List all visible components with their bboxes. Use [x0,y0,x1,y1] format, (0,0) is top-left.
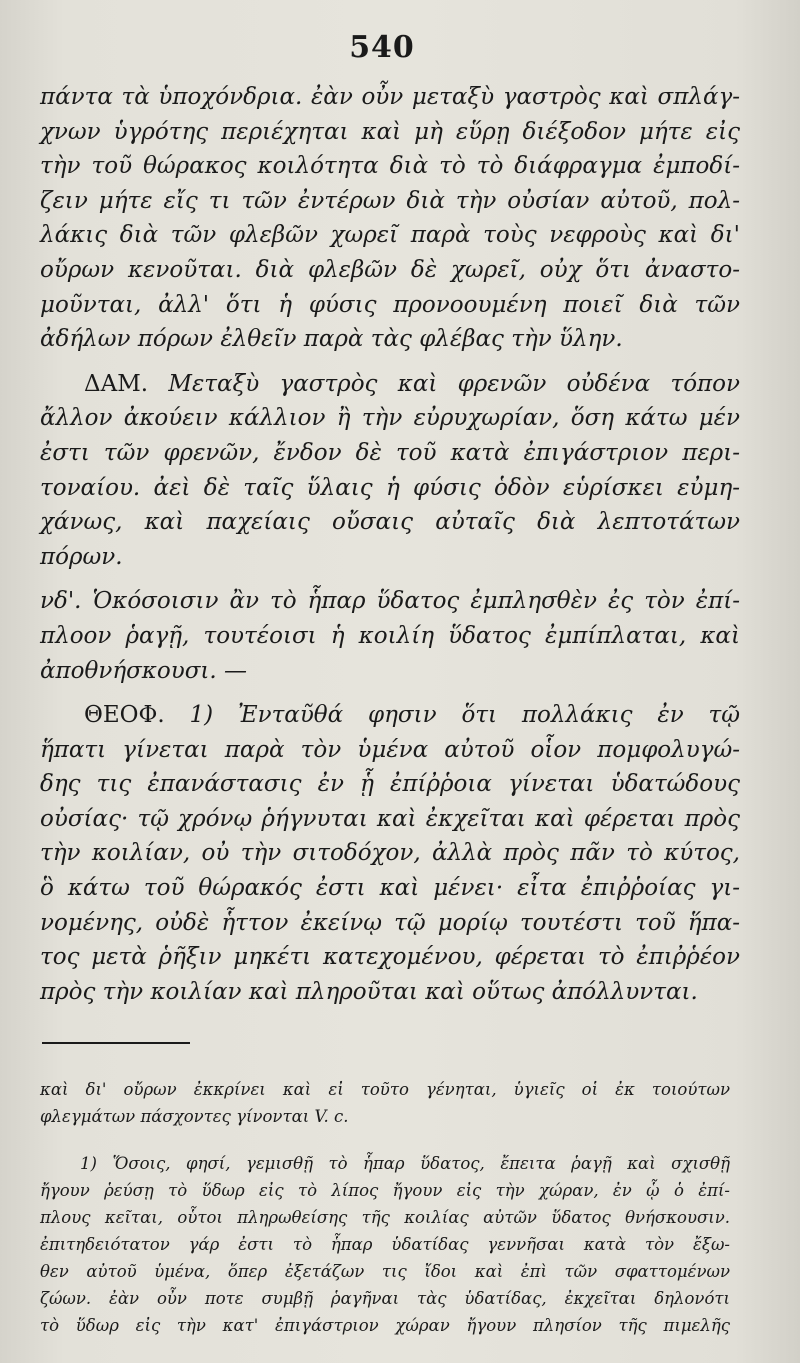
footnote-line: καὶ δι' οὔρων ἐκκρίνει καὶ εἰ τοῦτο γένηται, ὑγιεῖς οἱ ἐκ τοιούτων [40,1080,730,1099]
footnote-line: τὸ ὕδωρ εἰς τὴν κατ' ἐπιγάστριον χώραν ἤγουν πλησίον τῆς πιμελῆς [40,1316,730,1335]
text-line [40,698,740,733]
text-line: μοῦνται, ἀλλ' ὅτι ἡ φύσις προνοουμένη ποιεῖ διὰ τῶν [40,291,740,318]
text-line: νομένης, οὐδὲ ἧττον ἐκείνῳ τῷ μορίῳ τουτέστι τοῦ ἥπα- [40,909,740,936]
footnote-line: πλους κεῖται, οὗτοι πληρωθείσης τῆς κοιλίας αὐτῶν ὕδατος θνήσκουσιν. [40,1208,730,1227]
text-line: πρὸς τὴν κοιλίαν καὶ πληροῦται καὶ οὕτως ἀπόλλυνται. [40,978,698,1005]
text-line: πάντα τὰ ὑποχόνδρια. ἐὰν οὖν μεταξὺ γαστρὸς καὶ σπλάγ- [40,84,740,110]
page-number: 540 [349,30,415,65]
text-line: οὔρων κενοῦται. διὰ φλεβῶν δὲ χωρεῖ, οὐχ ὅτι ἀναστο- [40,256,740,283]
text-line: ζειν μήτε εἴς τι τῶν ἐντέρων διὰ τὴν οὐσίαν αὐτοῦ, πολ- [40,187,740,214]
footnote-divider [42,1042,190,1044]
text-line: λάκις διὰ τῶν φλεβῶν χωρεῖ παρὰ τοὺς νεφροὺς καὶ δι' [40,222,740,249]
footnote-line: θεν αὐτοῦ ὑμένα, ὅπερ ἐξετάζων τις ἴδοι καὶ ἐπὶ τῶν σφαττομένων [40,1262,730,1281]
text-line: πόρων. [40,543,123,570]
text-line: ἄλλον ἀκούειν κάλλιον ἢ τὴν εὐρυχωρίαν, ὅση κάτω μέν [40,405,740,432]
footnote-line: ζώων. ἐὰν οὖν ποτε συμβῇ ῥαγῆναι τὰς ὑδατίδας, ἐκχεῖται δηλονότι [40,1289,730,1308]
main-text [40,80,740,1009]
text-line: τοναίου. ἀεὶ δὲ ταῖς ὕλαις ἡ φύσις ὁδὸν εὑρίσκει εὐμη- [40,474,740,501]
aphorism-number: νδ'. [40,588,82,615]
text-line [40,367,740,402]
text-line: τὴν τοῦ θώρακος κοιλότητα διὰ τὸ τὸ διάφραγμα ἐμποδί- [40,153,740,180]
text-line: χάνως, καὶ παχείαις οὔσαις αὐταῖς διὰ λεπτοτάτων [40,509,740,536]
text-line: ἀδήλων πόρων ἐλθεῖν παρὰ τὰς φλέβας τὴν ὕλην. [40,326,623,353]
text-span: Μεταξὺ γαστρὸς καὶ φρενῶν οὐδένα τόπον [168,370,740,397]
text-line: ἥπατι γίνεται παρὰ τὸν ὑμένα αὐτοῦ οἷον πομφολυγώ- [40,736,740,763]
text-line: οὐσίας· τῷ χρόνῳ ῥήγνυται καὶ ἐκχεῖται καὶ φέρεται πρὸς [40,805,740,832]
speaker-label: ΔΑΜ. [84,370,149,397]
text-span: Ὁκόσοισιν ἂν τὸ ἧπαρ ὕδατος ἐμπλησθὲν ἐς τὸν ἐπί- [92,588,740,615]
text-line [40,584,740,619]
text-line: ἀποθνήσκουσι. — [40,657,248,684]
speaker-label: ΘΕΟΦ. [84,702,165,729]
text-span: 1) Ἐνταῦθά φησιν ὅτι πολλάκις ἐν τῷ [189,702,740,729]
footnote-line: ἤγουν ῥεύσῃ τὸ ὕδωρ εἰς τὸ λίπος ἤγουν εἰς τὴν χώραν, ἐν ᾧ ὁ ἐπί- [40,1181,730,1200]
text-line: χνων ὑγρότης περιέχηται καὶ μὴ εὕρῃ διέξοδον μήτε εἰς [40,118,740,145]
footnote-line: 1) Ὅσοις, φησί, γεμισθῇ τὸ ἧπαρ ὕδατος, ἔπειτα ῥαγῇ καὶ σχισθῇ [80,1154,730,1173]
footnote-line: ἐπιτηδειότατον γάρ ἐστι τὸ ἧπαρ ὑδατίδας γεννῆσαι κατὰ τὸν ἔξω- [40,1235,730,1254]
text-line: δης τις ἐπανάστασις ἐν ᾗ ἐπίῤῥοια γίνεται ὑδατώδους [40,771,740,798]
text-line: ὃ κάτω τοῦ θώρακός ἐστι καὶ μένει· εἶτα ἐπιῤῥοίας γι- [40,875,740,902]
footnote-line: φλεγμάτων πάσχοντες γίνονται V. c. [40,1107,349,1126]
text-line: τὴν κοιλίαν, οὐ τὴν σιτοδόχον, ἀλλὰ πρὸς πᾶν τὸ κύτος, [40,840,740,867]
text-line: ἐστι τῶν φρενῶν, ἔνδον δὲ τοῦ κατὰ ἐπιγάστριον περι- [40,439,740,466]
text-line: τος μετὰ ῥῆξιν μηκέτι κατεχομένου, φέρεται τὸ ἐπιῤῥέον [40,944,740,971]
text-line: πλοον ῥαγῇ, τουτέοισι ἡ κοιλίη ὕδατος ἐμπίπλαται, καὶ [40,622,740,649]
footnotes [40,1076,730,1339]
